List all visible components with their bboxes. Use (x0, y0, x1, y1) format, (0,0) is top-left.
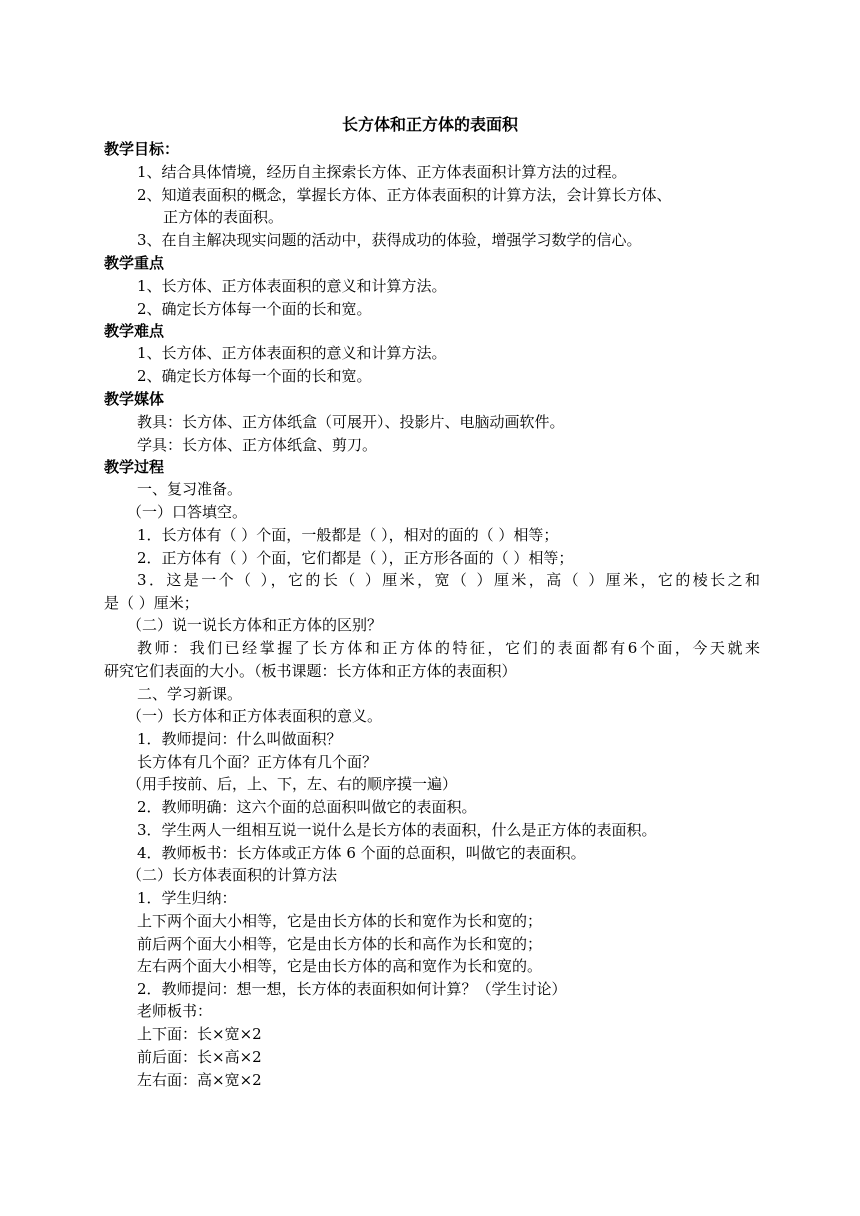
body-text-line: 2、确定长方体每一个面的长和宽。 (137, 367, 372, 385)
section-heading: 教学媒体 (104, 390, 165, 408)
body-text-line: 3．学生两人一组相互说一说什么是长方体的表面积，什么是正方体的表面积。 (137, 821, 657, 839)
body-text-line: 前后两个面大小相等，它是由长方体的长和高作为长和宽的； (137, 935, 543, 953)
body-text-line: 1、结合具体情境，经历自主探索长方体、正方体表面积计算方法的过程。 (137, 163, 627, 181)
body-text-line: 教师：我们已经掌握了长方体和正方体的特征，它们的表面都有6个面，今天就来 (137, 639, 760, 657)
section-heading: 教学过程 (104, 458, 165, 476)
body-text-line: （用手按前、后，上、下，左、右的顺序摸一遍） (127, 775, 458, 793)
document-title: 长方体和正方体的表面积 (341, 115, 518, 134)
body-text-line: 二、学习新课。 (137, 685, 243, 703)
body-text-line: 正方体的表面积。 (163, 208, 284, 226)
body-text-line: 学具：长方体、正方体纸盒、剪刀。 (137, 436, 378, 454)
body-text-line: 研究它们表面的大小。（板书课题：长方体和正方体的表面积） (104, 662, 517, 680)
body-text-line: 2．教师明确：这六个面的总面积叫做它的表面积。 (137, 798, 477, 816)
body-text-line: 3、在自主解决现实问题的活动中，获得成功的体验，增强学习数学的信心。 (137, 231, 642, 249)
body-text-line: （一）口答填空。 (127, 503, 248, 521)
body-text-line: 1．学生归纳： (137, 889, 237, 907)
body-text-line: 长方体有几个面？正方体有几个面？ (137, 753, 378, 771)
body-text-line: 2．正方体有（ ）个面，它们都是（ ），正方形各面的（ ）相等； (137, 549, 574, 567)
section-heading: 教学目标： (104, 140, 180, 158)
body-text-line: 前后面：长×高×2 (137, 1048, 262, 1066)
body-text-line: 上下两个面大小相等，它是由长方体的长和宽作为长和宽的； (137, 912, 543, 930)
body-text-line: 4．教师板书：长方体或正方体 6 个面的总面积，叫做它的表面积。 (137, 844, 586, 862)
body-text-line: 上下面：长×宽×2 (137, 1025, 262, 1043)
body-text-line: 左右两个面大小相等，它是由长方体的高和宽作为长和宽的。 (137, 957, 543, 975)
body-text-line: 教具：长方体、正方体纸盒（可展开）、投影片、电脑动画软件。 (137, 413, 565, 431)
body-text-line: 左右面：高×宽×2 (137, 1071, 262, 1089)
body-text-line: 1．长方体有（ ）个面，一般都是（ ），相对的面的（ ）相等； (137, 526, 559, 544)
body-text-line: 1、长方体、正方体表面积的意义和计算方法。 (137, 277, 447, 295)
section-heading: 教学重点 (104, 254, 165, 272)
body-text-line: 3．这是一个（ ），它的长（ ）厘米，宽（ ）厘米，高（ ）厘米，它的棱长之和 (137, 571, 760, 589)
body-text-line: 2、知道表面积的概念，掌握长方体、正方体表面积的计算方法，会计算长方体、 (137, 186, 672, 204)
body-text-line: 是（ ）厘米； (104, 594, 199, 612)
body-text-line: （二）长方体表面积的计算方法 (127, 866, 338, 884)
body-text-line: 1、长方体、正方体表面积的意义和计算方法。 (137, 344, 447, 362)
body-text-line: 1．教师提问：什么叫做面积？ (137, 730, 342, 748)
body-text-line: 一、复习准备。 (137, 480, 243, 498)
section-heading: 教学难点 (104, 322, 165, 340)
body-text-line: （一）长方体和正方体表面积的意义。 (127, 707, 383, 725)
body-text-line: 老师板书： (137, 1002, 213, 1020)
body-text-line: 2、确定长方体每一个面的长和宽。 (137, 300, 372, 318)
body-text-line: 2．教师提问：想一想，长方体的表面积如何计算？（学生讨论） (137, 980, 567, 998)
body-text-line: （二）说一说长方体和正方体的区别？ (127, 616, 383, 634)
